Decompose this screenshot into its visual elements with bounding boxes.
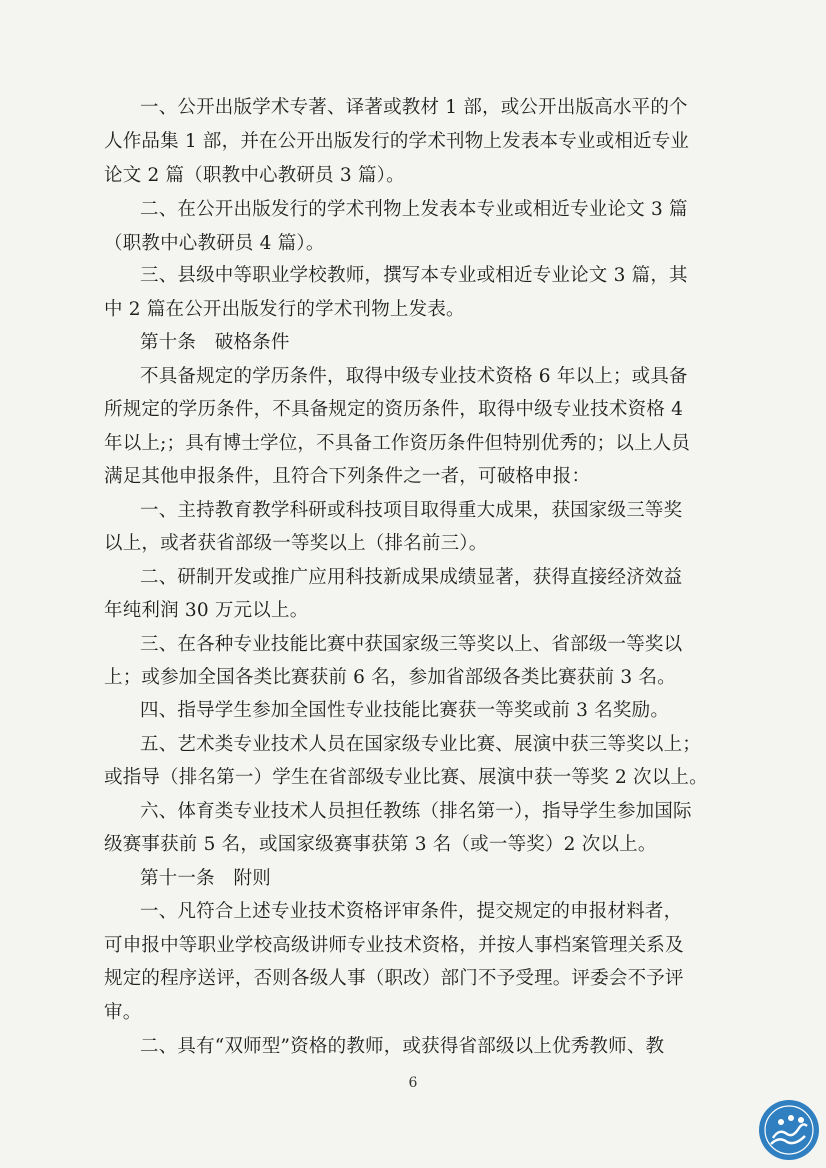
- text-line: 五、艺术类专业技术人员在国家级专业比赛、展演中获三等奖以上；: [140, 734, 702, 755]
- text-line: 一、主持教育教学科研或科技项目取得重大成果，获国家级三等奖: [140, 500, 683, 521]
- text-line: 或指导（排名第一）学生在省部级专业比赛、展演中获一等奖 2 次以上。: [104, 767, 708, 788]
- text-line: 六、体育类专业技术人员担任教练（排名第一），指导学生参加国际: [140, 801, 692, 822]
- text-line: 不具备规定的学历条件，取得中级专业技术资格 6 年以上；或具备: [140, 366, 688, 387]
- text-line: 以上，或者获省部级一等奖以上（排名前三）。: [104, 533, 488, 554]
- text-line: 一、凡符合上述专业技术资格评审条件，提交规定的申报材料者，: [140, 901, 683, 922]
- text-line: 上；或参加全国各类比赛获前 6 名，参加省部级各类比赛获前 3 名。: [104, 667, 676, 688]
- text-line: 二、在公开出版发行的学术刊物上发表本专业或相近专业论文 3 篇: [140, 199, 688, 220]
- text-line: 人作品集 1 部，并在公开出版发行的学术刊物上发表本专业或相近专业: [104, 131, 690, 152]
- section-heading: 第十一条 附则: [140, 868, 271, 889]
- text-line: 审。: [104, 1002, 142, 1023]
- text-line: 三、县级中等职业学校教师，撰写本专业或相近专业论文 3 篇，其: [140, 265, 688, 286]
- institution-seal-icon: [757, 1098, 821, 1162]
- text-line: 级赛事获前 5 名，或国家级赛事获第 3 名（或一等奖）2 次以上。: [104, 834, 657, 855]
- text-line: 满足其他申报条件，且符合下列条件之一者，可破格申报：: [104, 466, 591, 487]
- text-line: 中 2 篇在公开出版发行的学术刊物上发表。: [104, 299, 465, 320]
- section-heading: 第十条 破格条件: [140, 332, 290, 353]
- text-line: 四、指导学生参加全国性专业技能比赛获一等奖或前 3 名奖励。: [140, 700, 670, 721]
- text-line: 一、公开出版学术专著、译著或教材 1 部，或公开出版高水平的个: [140, 97, 688, 118]
- text-line: 所规定的学历条件，不具备规定的资历条件，取得中级专业技术资格 4: [104, 399, 684, 420]
- text-line: 规定的程序送评，否则各级人事（职改）部门不予受理。评委会不予评: [104, 968, 684, 989]
- text-line: 二、具有“双师型”资格的教师，或获得省部级以上优秀教师、教: [140, 1036, 665, 1057]
- page-number: 6: [408, 1075, 418, 1091]
- text-line: 论文 2 篇（职教中心教研员 3 篇）。: [104, 165, 405, 186]
- text-line: 可申报中等职业学校高级讲师专业技术资格，并按人事档案管理关系及: [104, 935, 684, 956]
- text-line: 二、研制开发或推广应用科技新成果成绩显著，获得直接经济效益: [140, 567, 683, 588]
- text-line: 年纯利润 30 万元以上。: [104, 600, 309, 621]
- text-line: （职教中心教研员 4 篇）。: [104, 233, 325, 254]
- text-line: 年以上;；具有博士学位，不具备工作资历条件但特别优秀的；以上人员: [104, 433, 691, 454]
- text-line: 三、在各种专业技能比赛中获国家级三等奖以上、省部级一等奖以: [140, 634, 683, 655]
